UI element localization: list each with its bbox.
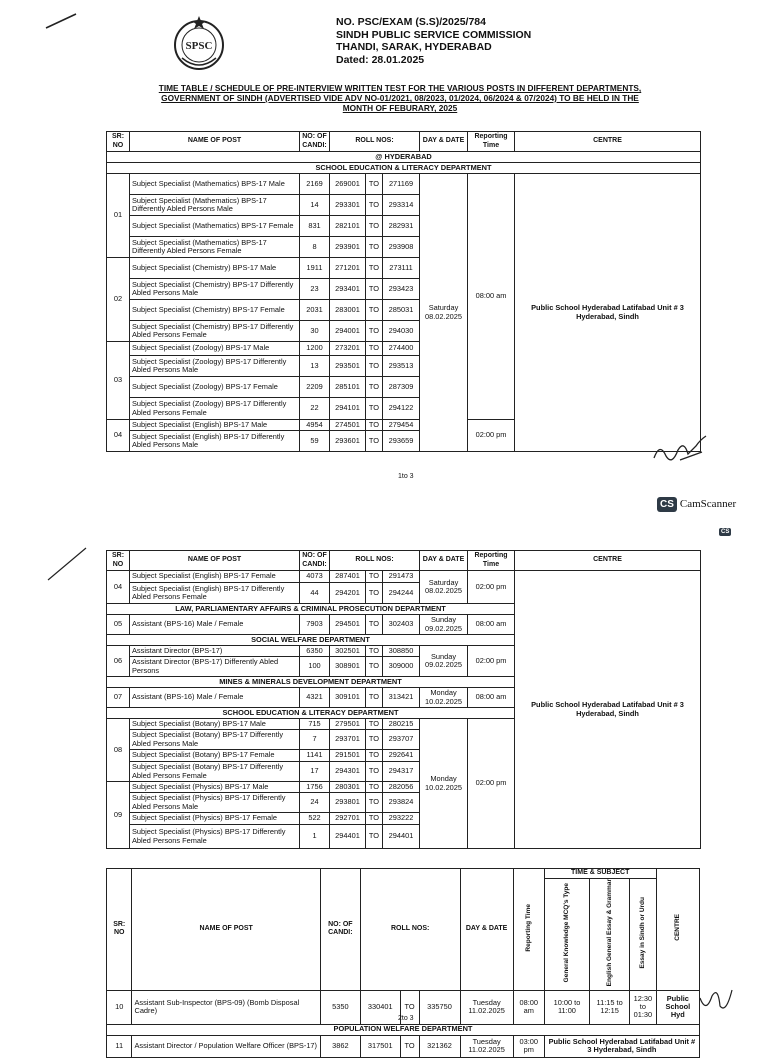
centre: Public School Hyd (656, 990, 699, 1024)
col-post: NAME OF POST (132, 869, 320, 991)
sr-number: 08 (107, 719, 130, 782)
day-date: Monday 10.02.2025 (420, 688, 468, 708)
col-centre: CENTRE (515, 132, 701, 152)
roll-to-label: TO (366, 356, 383, 377)
roll-to: 271169 (383, 174, 420, 195)
post-name: Assistant Director (BPS-17) (130, 646, 300, 657)
col-day: DAY & DATE (460, 869, 513, 991)
day-date: Tuesday 11.02.2025 (460, 990, 513, 1024)
roll-from: 282101 (330, 216, 366, 237)
roll-to: 287309 (383, 377, 420, 398)
roll-to: 282931 (383, 216, 420, 237)
roll-to: 335750 (419, 990, 460, 1024)
roll-from: 294001 (330, 321, 366, 342)
col-candidates: NO: OF CANDI: (300, 551, 330, 571)
post-name: Subject Specialist (English) BPS-17 Differently Abled Persons Female (130, 583, 300, 604)
sr-number: 09 (107, 782, 130, 849)
centre: Public School Hyderabad Latifabad Unit # 3 Hyderabad, Sindh (515, 174, 701, 452)
roll-from: 285101 (330, 377, 366, 398)
roll-to: 282056 (383, 782, 420, 793)
sr-number: 07 (107, 688, 130, 708)
roll-from: 317501 (360, 1035, 400, 1057)
roll-from: 293701 (330, 730, 366, 750)
reporting-time: 02:00 pm (468, 420, 515, 452)
roll-to-label: TO (366, 377, 383, 398)
roll-to-label: TO (366, 615, 383, 635)
letter-date: Dated: 28.01.2025 (336, 53, 425, 66)
roll-to: 308850 (383, 646, 420, 657)
camscanner-watermark: CS CamScanner (657, 497, 736, 512)
roll-to: 273111 (383, 258, 420, 279)
post-name: Subject Specialist (Mathematics) BPS-17 Male (130, 174, 300, 195)
roll-to-label: TO (366, 342, 383, 356)
candidate-count: 17 (300, 762, 330, 782)
sr-number: 01 (107, 174, 130, 258)
roll-to: 279454 (383, 420, 420, 431)
letter-header (336, 16, 531, 66)
col-candidates: NO: OF CANDI: (320, 869, 360, 991)
roll-to-label: TO (366, 216, 383, 237)
roll-to: 302403 (383, 615, 420, 635)
signature-page2 (696, 984, 736, 1018)
post-name: Assistant (BPS-16) Male / Female (130, 615, 300, 635)
english-time: 11:15 to 12:15 (590, 990, 630, 1024)
day-date: Tuesday 11.02.2025 (460, 1035, 513, 1057)
candidate-count: 22 (300, 398, 330, 420)
col-day: DAY & DATE (420, 132, 468, 152)
sr-number: 04 (107, 571, 130, 604)
roll-to: 293222 (383, 813, 420, 825)
col-post: NAME OF POST (130, 551, 300, 571)
roll-to: 294122 (383, 398, 420, 420)
candidate-count: 831 (300, 216, 330, 237)
post-name: Subject Specialist (Botany) BPS-17 Male (130, 719, 300, 730)
candidate-count: 59 (300, 431, 330, 452)
roll-to-label: TO (366, 646, 383, 657)
col-post: NAME OF POST (130, 132, 300, 152)
roll-to-label: TO (366, 762, 383, 782)
post-name: Subject Specialist (Mathematics) BPS-17 Differently Abled Persons Female (130, 237, 300, 258)
candidate-count: 13 (300, 356, 330, 377)
candidate-count: 2209 (300, 377, 330, 398)
roll-to-label: TO (366, 174, 383, 195)
sr-number: 03 (107, 342, 130, 420)
post-name: Subject Specialist (Chemistry) BPS-17 Female (130, 300, 300, 321)
reporting-time: 02:00 pm (468, 719, 515, 849)
roll-to-label: TO (366, 279, 383, 300)
candidate-count: 24 (300, 793, 330, 813)
pen-mark-top-left (44, 10, 78, 30)
post-name: Subject Specialist (Zoology) BPS-17 Female (130, 377, 300, 398)
post-name: Subject Specialist (Botany) BPS-17 Differently Abled Persons Female (130, 762, 300, 782)
roll-to-label: TO (366, 825, 383, 849)
roll-to-label: TO (366, 420, 383, 431)
roll-to: 292641 (383, 750, 420, 762)
candidate-count: 1756 (300, 782, 330, 793)
roll-from: 274501 (330, 420, 366, 431)
candidate-count: 1141 (300, 750, 330, 762)
roll-to: 294244 (383, 583, 420, 604)
department-heading: SCHOOL EDUCATION & LITERACY DEPARTMENT (107, 163, 701, 174)
roll-from: 294401 (330, 825, 366, 849)
roll-from: 294201 (330, 583, 366, 604)
roll-to-label: TO (400, 1035, 419, 1057)
col-roll: ROLL NOS: (330, 132, 420, 152)
department-heading: SCHOOL EDUCATION & LITERACY DEPARTMENT (107, 708, 515, 719)
candidate-count: 44 (300, 583, 330, 604)
post-name: Assistant Director (BPS-17) Differently Abled Persons (130, 657, 300, 677)
col-english: English General Essay & Grammar (590, 879, 630, 991)
post-name: Subject Specialist (Botany) BPS-17 Female (130, 750, 300, 762)
post-name: Subject Specialist (Chemistry) BPS-17 Male (130, 258, 300, 279)
roll-to: 293423 (383, 279, 420, 300)
roll-to: 294317 (383, 762, 420, 782)
post-name: Assistant Director / Population Welfare Officer (BPS-17) (132, 1035, 320, 1057)
signature (650, 432, 710, 468)
post-name: Subject Specialist (Zoology) BPS-17 Differently Abled Persons Male (130, 356, 300, 377)
post-name: Subject Specialist (Zoology) BPS-17 Male (130, 342, 300, 356)
col-reporting: Reporting Time (513, 869, 544, 991)
post-name: Subject Specialist (Botany) BPS-17 Differently Abled Persons Male (130, 730, 300, 750)
letter-number: NO. PSC/EXAM (S.S)/2025/784 (336, 16, 486, 28)
reporting-time: 08:00 am (468, 174, 515, 420)
sr-number: 05 (107, 615, 130, 635)
col-centre: CENTRE (656, 869, 699, 991)
post-name: Subject Specialist (Chemistry) BPS-17 Differently Abled Persons Male (130, 279, 300, 300)
col-roll: ROLL NOS: (330, 551, 420, 571)
department-heading: POPULATION WELFARE DEPARTMENT (107, 1024, 700, 1035)
post-name: Subject Specialist (Mathematics) BPS-17 Female (130, 216, 300, 237)
spsc-logo (170, 14, 228, 72)
day-date: Sunday 09.02.2025 (420, 615, 468, 635)
schedule-table-page1 (106, 131, 701, 452)
post-name: Assistant Sub-Inspector (BPS-09) (Bomb Disposal Cadre) (132, 990, 320, 1024)
roll-to-label: TO (366, 321, 383, 342)
sr-number: 06 (107, 646, 130, 677)
pen-mark-page2 (46, 544, 96, 584)
roll-to: 293314 (383, 195, 420, 216)
sr-number: 04 (107, 420, 130, 452)
roll-to-label: TO (366, 793, 383, 813)
roll-to-label: TO (366, 782, 383, 793)
centre: Public School Hyderabad Latifabad Unit # 3 Hyderabad, Sindh (515, 571, 701, 849)
candidate-count: 4954 (300, 420, 330, 431)
centre: Public School Hyderabad Latifabad Unit # 3 Hyderabad, Sindh (544, 1035, 699, 1057)
candidate-count: 7 (300, 730, 330, 750)
camscanner-small-icon: CS (721, 529, 730, 535)
roll-to-label: TO (366, 657, 383, 677)
col-sr: SR: NO (107, 551, 130, 571)
department-heading: LAW, PARLIAMENTARY AFFAIRS & CRIMINAL PROSECUTION DEPARTMENT (107, 604, 515, 615)
roll-from: 293901 (330, 237, 366, 258)
reporting-time: 08:00 am (513, 990, 544, 1024)
roll-from: 293301 (330, 195, 366, 216)
roll-from: 302501 (330, 646, 366, 657)
roll-to-label: TO (366, 258, 383, 279)
gk-time: 10:00 to 11:00 (544, 990, 589, 1024)
reporting-time: 08:00 am (468, 615, 515, 635)
page-number-1: 1to 3 (398, 473, 414, 480)
candidate-count: 1200 (300, 342, 330, 356)
roll-to: 274400 (383, 342, 420, 356)
candidate-count: 14 (300, 195, 330, 216)
roll-from: 294501 (330, 615, 366, 635)
candidate-count: 2031 (300, 300, 330, 321)
roll-to: 293659 (383, 431, 420, 452)
roll-to: 285031 (383, 300, 420, 321)
col-reporting: Reporting Time (468, 132, 515, 152)
reporting-time: 02:00 pm (468, 646, 515, 677)
post-name: Assistant (BPS-16) Male / Female (130, 688, 300, 708)
roll-from: 330401 (360, 990, 400, 1024)
roll-to: 309000 (383, 657, 420, 677)
candidate-count: 100 (300, 657, 330, 677)
department-heading: MINES & MINERALS DEVELOPMENT DEPARTMENT (107, 677, 515, 688)
roll-from: 271201 (330, 258, 366, 279)
roll-to-label: TO (366, 571, 383, 583)
reporting-time: 08:00 am (468, 688, 515, 708)
post-name: Subject Specialist (Physics) BPS-17 Female (130, 813, 300, 825)
roll-from: 292701 (330, 813, 366, 825)
roll-from: 309101 (330, 688, 366, 708)
roll-to-label: TO (366, 730, 383, 750)
candidate-count: 4321 (300, 688, 330, 708)
sr-number: 11 (107, 1035, 132, 1057)
page-number-2: 2to 3 (398, 1015, 414, 1022)
commission-address: THANDI, SARAK, HYDERABAD (336, 41, 492, 53)
roll-to-label: TO (366, 300, 383, 321)
schedule-table-page2-b (106, 868, 700, 1058)
post-name: Subject Specialist (Chemistry) BPS-17 Differently Abled Persons Female (130, 321, 300, 342)
roll-to: 294030 (383, 321, 420, 342)
roll-from: 279501 (330, 719, 366, 730)
roll-to-label: TO (366, 398, 383, 420)
roll-to: 291473 (383, 571, 420, 583)
col-reporting: Reporting Time (468, 551, 515, 571)
roll-to: 293824 (383, 793, 420, 813)
candidate-count: 23 (300, 279, 330, 300)
roll-from: 294301 (330, 762, 366, 782)
candidate-count: 3862 (320, 1035, 360, 1057)
roll-to-label: TO (366, 719, 383, 730)
essay-time: 12:30 to 01:30 (630, 990, 657, 1024)
roll-to: 293513 (383, 356, 420, 377)
sr-number: 10 (107, 990, 132, 1024)
reporting-time: 03:00 pm (513, 1035, 544, 1057)
logo-text: SPSC (185, 40, 213, 52)
col-candidates: NO: OF CANDI: (300, 132, 330, 152)
day-date: Sunday 09.02.2025 (420, 646, 468, 677)
post-name: Subject Specialist (Mathematics) BPS-17 Differently Abled Persons Male (130, 195, 300, 216)
roll-to: 280215 (383, 719, 420, 730)
roll-from: 294101 (330, 398, 366, 420)
reporting-time: 02:00 pm (468, 571, 515, 604)
post-name: Subject Specialist (Physics) BPS-17 Male (130, 782, 300, 793)
post-name: Subject Specialist (English) BPS-17 Female (130, 571, 300, 583)
schedule-table-page2 (106, 550, 701, 849)
roll-from: 293601 (330, 431, 366, 452)
roll-to: 313421 (383, 688, 420, 708)
roll-from: 293501 (330, 356, 366, 377)
commission-name: SINDH PUBLIC SERVICE COMMISSION (336, 28, 532, 41)
roll-from: 280301 (330, 782, 366, 793)
post-name: Subject Specialist (Physics) BPS-17 Differently Abled Persons Female (130, 825, 300, 849)
roll-from: 308901 (330, 657, 366, 677)
roll-to-label: TO (366, 237, 383, 258)
department-heading: SOCIAL WELFARE DEPARTMENT (107, 635, 515, 646)
candidate-count: 715 (300, 719, 330, 730)
sr-number: 02 (107, 258, 130, 342)
post-name: Subject Specialist (Physics) BPS-17 Differently Abled Persons Male (130, 793, 300, 813)
post-name: Subject Specialist (English) BPS-17 Differently Abled Persons Male (130, 431, 300, 452)
roll-to-label: TO (366, 583, 383, 604)
candidate-count: 8 (300, 237, 330, 258)
candidate-count: 2169 (300, 174, 330, 195)
roll-to-label: TO (366, 431, 383, 452)
candidate-count: 4073 (300, 571, 330, 583)
roll-to: 293908 (383, 237, 420, 258)
post-name: Subject Specialist (English) BPS-17 Male (130, 420, 300, 431)
camscanner-logo-icon: CS (657, 497, 677, 512)
candidate-count: 6350 (300, 646, 330, 657)
roll-to: 294401 (383, 825, 420, 849)
roll-to-label: TO (366, 750, 383, 762)
roll-from: 293801 (330, 793, 366, 813)
candidate-count: 7903 (300, 615, 330, 635)
day-date: Saturday 08.02.2025 (420, 174, 468, 452)
day-date: Saturday 08.02.2025 (420, 571, 468, 604)
candidate-count: 1911 (300, 258, 330, 279)
roll-to: 293707 (383, 730, 420, 750)
city-heading: @ HYDERABAD (107, 152, 701, 163)
roll-from: 293401 (330, 279, 366, 300)
roll-from: 287401 (330, 571, 366, 583)
col-day: DAY & DATE (420, 551, 468, 571)
roll-from: 273201 (330, 342, 366, 356)
candidate-count: 522 (300, 813, 330, 825)
candidate-count: 1 (300, 825, 330, 849)
col-roll: ROLL NOS: (360, 869, 460, 991)
col-time-subject: TIME & SUBJECT (544, 869, 656, 879)
roll-to-label: TO (400, 990, 419, 1024)
roll-from: 291501 (330, 750, 366, 762)
candidate-count: 30 (300, 321, 330, 342)
roll-to-label: TO (366, 195, 383, 216)
document-title: TIME TABLE / SCHEDULE OF PRE-INTERVIEW WRITTEN TEST FOR THE VARIOUS POSTS IN DIFFERENT DEPARTMENTS, GOVERNMENT OF SINDH (ADVERTISED VIDE ADV NO-01/2021, 08/2023, 01/2024, 06/2024 & 07/2024) TO BE HELD IN THE MONTH OF FEBURARY, 2025 (158, 83, 642, 113)
roll-to: 321362 (419, 1035, 460, 1057)
col-sr: SR: NO (107, 132, 130, 152)
roll-to-label: TO (366, 688, 383, 708)
roll-from: 283001 (330, 300, 366, 321)
col-sr: SR: NO (107, 869, 132, 991)
candidate-count: 5350 (320, 990, 360, 1024)
col-essay: Essay in Sindh or Urdu (630, 879, 657, 991)
roll-from: 269001 (330, 174, 366, 195)
roll-to-label: TO (366, 813, 383, 825)
post-name: Subject Specialist (Zoology) BPS-17 Differently Abled Persons Female (130, 398, 300, 420)
day-date: Monday 10.02.2025 (420, 719, 468, 849)
col-centre: CENTRE (515, 551, 701, 571)
col-gk: General Knowledge MCQ's Type (544, 879, 589, 991)
